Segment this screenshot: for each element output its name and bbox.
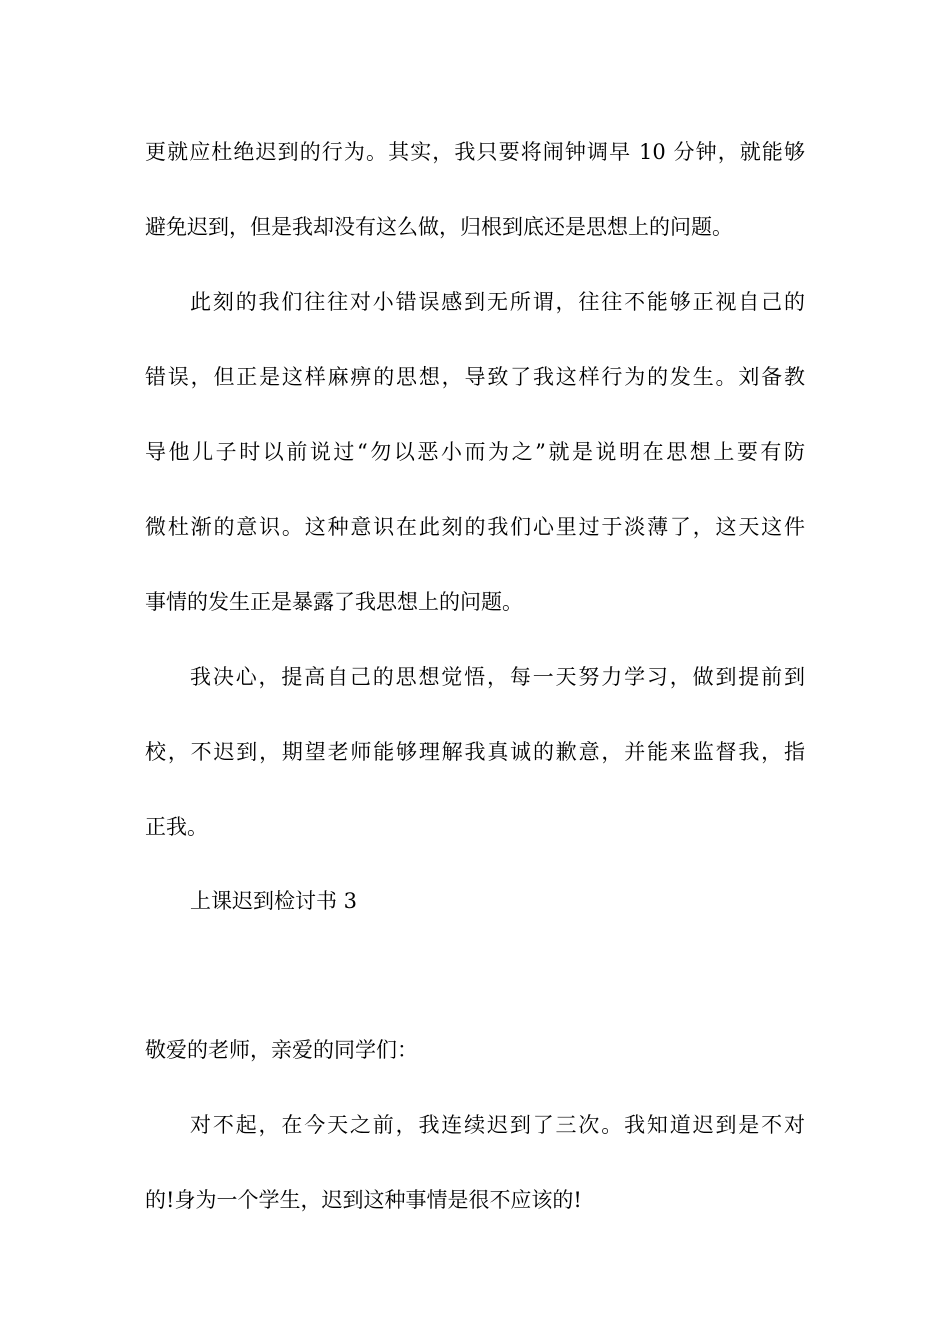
section-heading: 上课迟到检讨书 3 [190,889,358,913]
text-line: 我决心，提高自己的思想觉悟，每一天努力学习，做到提前到 [190,665,805,689]
text-line: 导他儿子时以前说过“勿以恶小而为之”就是说明在思想上要有防 [145,440,805,464]
text-line: 避免迟到，但是我却没有这么做，归根到底还是思想上的问题。 [145,215,733,239]
text-line: 正我。 [145,815,208,839]
text-line: 微杜渐的意识。这种意识在此刻的我们心里过于淡薄了，这天这件 [145,515,805,539]
text-line: 对不起，在今天之前，我连续迟到了三次。我知道迟到是不对 [190,1113,805,1137]
text-line: 校，不迟到，期望老师能够理解我真诚的歉意，并能来监督我，指 [145,740,805,764]
text-line: 更就应杜绝迟到的行为。其实，我只要将闹钟调早 10 分钟，就能够 [145,140,805,164]
text-line: 此刻的我们往往对小错误感到无所谓，往往不能够正视自己的 [190,290,805,314]
salutation: 敬爱的老师，亲爱的同学们： [145,1038,418,1062]
text-line: 的!身为一个学生，迟到这种事情是很不应该的! [145,1188,582,1212]
text-line: 事情的发生正是暴露了我思想上的问题。 [145,590,523,614]
text-line: 错误，但正是这样麻痹的思想，导致了我这样行为的发生。刘备教 [145,365,805,389]
